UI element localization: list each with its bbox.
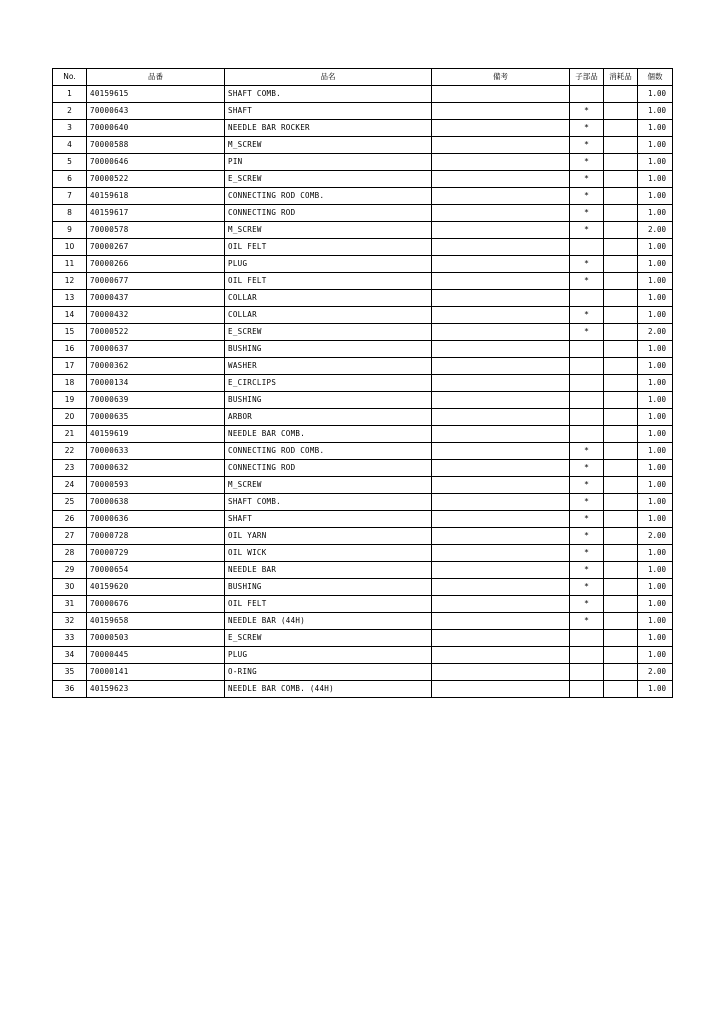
cell-part-number: 70000522 [87,171,225,188]
cell-remarks [432,154,570,171]
cell-sub-part: * [570,205,604,222]
cell-part-number: 70000134 [87,375,225,392]
cell-remarks [432,273,570,290]
cell-consumable [604,477,638,494]
cell-part-name: M_SCREW [225,477,432,494]
cell-no: 22 [53,443,87,460]
cell-no: 7 [53,188,87,205]
cell-remarks [432,664,570,681]
cell-consumable [604,103,638,120]
cell-part-number: 40159658 [87,613,225,630]
cell-remarks [432,613,570,630]
cell-consumable [604,86,638,103]
cell-part-name: OIL FELT [225,596,432,613]
cell-sub-part [570,647,604,664]
cell-no: 9 [53,222,87,239]
cell-remarks [432,426,570,443]
table-row [53,188,673,205]
cell-sub-part: * [570,579,604,596]
cell-part-name: WASHER [225,358,432,375]
cell-part-name: COLLAR [225,290,432,307]
cell-quantity: 1.00 [638,562,673,579]
cell-consumable [604,290,638,307]
cell-remarks [432,307,570,324]
cell-sub-part [570,664,604,681]
cell-quantity: 1.00 [638,86,673,103]
header-no: No. [53,69,87,86]
cell-remarks [432,137,570,154]
cell-sub-part: * [570,120,604,137]
cell-sub-part [570,426,604,443]
cell-remarks [432,358,570,375]
cell-part-name: OIL WICK [225,545,432,562]
cell-part-name: COLLAR [225,307,432,324]
cell-no: 1 [53,86,87,103]
cell-quantity: 1.00 [638,290,673,307]
cell-part-name: SHAFT [225,511,432,528]
cell-sub-part: * [570,256,604,273]
cell-no: 20 [53,409,87,426]
cell-consumable [604,137,638,154]
table-row [53,494,673,511]
cell-remarks [432,409,570,426]
cell-quantity: 1.00 [638,409,673,426]
cell-part-name: CONNECTING ROD [225,460,432,477]
cell-remarks [432,86,570,103]
cell-no: 34 [53,647,87,664]
cell-consumable [604,528,638,545]
cell-sub-part [570,86,604,103]
table-row [53,290,673,307]
cell-remarks [432,256,570,273]
cell-no: 28 [53,545,87,562]
table-row [53,239,673,256]
cell-consumable [604,341,638,358]
cell-quantity: 1.00 [638,647,673,664]
header-sub-part: 子部品 [570,69,604,86]
cell-part-number: 70000432 [87,307,225,324]
table-row [53,477,673,494]
cell-quantity: 1.00 [638,511,673,528]
cell-sub-part: * [570,188,604,205]
header-remarks: 備考 [432,69,570,86]
cell-consumable [604,273,638,290]
cell-part-number: 40159615 [87,86,225,103]
cell-quantity: 1.00 [638,613,673,630]
cell-quantity: 1.00 [638,256,673,273]
cell-part-number: 40159623 [87,681,225,698]
cell-part-name: ARBOR [225,409,432,426]
cell-remarks [432,545,570,562]
cell-remarks [432,103,570,120]
cell-part-number: 40159617 [87,205,225,222]
cell-consumable [604,205,638,222]
cell-part-name: BUSHING [225,579,432,596]
cell-consumable [604,630,638,647]
table-row [53,171,673,188]
cell-no: 2 [53,103,87,120]
cell-quantity: 2.00 [638,324,673,341]
cell-consumable [604,375,638,392]
cell-no: 31 [53,596,87,613]
cell-quantity: 2.00 [638,664,673,681]
header-quantity: 個数 [638,69,673,86]
table-body [53,86,673,698]
cell-quantity: 1.00 [638,392,673,409]
cell-quantity: 1.00 [638,188,673,205]
table-row [53,579,673,596]
cell-part-number: 70000503 [87,630,225,647]
cell-sub-part [570,409,604,426]
cell-remarks [432,596,570,613]
cell-no: 4 [53,137,87,154]
cell-part-number: 70000633 [87,443,225,460]
cell-remarks [432,443,570,460]
cell-consumable [604,222,638,239]
cell-consumable [604,154,638,171]
cell-part-name: NEEDLE BAR COMB. [225,426,432,443]
cell-no: 30 [53,579,87,596]
cell-consumable [604,511,638,528]
cell-part-name: OIL FELT [225,273,432,290]
cell-no: 35 [53,664,87,681]
cell-part-name: SHAFT COMB. [225,494,432,511]
cell-part-number: 70000646 [87,154,225,171]
cell-consumable [604,239,638,256]
table-row [53,307,673,324]
cell-part-name: CONNECTING ROD COMB. [225,443,432,460]
cell-part-number: 70000640 [87,120,225,137]
cell-quantity: 1.00 [638,307,673,324]
cell-no: 19 [53,392,87,409]
cell-part-name: NEEDLE BAR ROCKER [225,120,432,137]
table-row [53,613,673,630]
cell-remarks [432,392,570,409]
cell-sub-part: * [570,494,604,511]
cell-quantity: 1.00 [638,681,673,698]
cell-remarks [432,239,570,256]
cell-remarks [432,579,570,596]
header-part-name: 品名 [225,69,432,86]
cell-sub-part: * [570,613,604,630]
cell-part-number: 70000638 [87,494,225,511]
table-row [53,647,673,664]
cell-quantity: 1.00 [638,358,673,375]
cell-remarks [432,477,570,494]
cell-consumable [604,596,638,613]
cell-part-name: O-RING [225,664,432,681]
cell-no: 21 [53,426,87,443]
cell-part-number: 70000728 [87,528,225,545]
cell-remarks [432,494,570,511]
cell-quantity: 1.00 [638,579,673,596]
cell-part-number: 70000522 [87,324,225,341]
cell-part-name: E_SCREW [225,171,432,188]
table-row [53,256,673,273]
cell-quantity: 1.00 [638,596,673,613]
table-row [53,375,673,392]
cell-remarks [432,562,570,579]
cell-quantity: 1.00 [638,120,673,137]
cell-consumable [604,664,638,681]
cell-part-number: 70000635 [87,409,225,426]
cell-sub-part: * [570,137,604,154]
cell-part-number: 70000636 [87,511,225,528]
cell-consumable [604,613,638,630]
cell-quantity: 1.00 [638,239,673,256]
cell-no: 10 [53,239,87,256]
cell-sub-part: * [570,596,604,613]
cell-quantity: 1.00 [638,103,673,120]
cell-sub-part [570,630,604,647]
cell-part-number: 70000654 [87,562,225,579]
table-row [53,120,673,137]
cell-remarks [432,528,570,545]
cell-no: 12 [53,273,87,290]
cell-sub-part: * [570,103,604,120]
cell-consumable [604,545,638,562]
cell-no: 6 [53,171,87,188]
cell-consumable [604,460,638,477]
cell-remarks [432,222,570,239]
cell-sub-part: * [570,477,604,494]
cell-sub-part: * [570,154,604,171]
cell-sub-part [570,341,604,358]
cell-part-number: 40159620 [87,579,225,596]
cell-consumable [604,171,638,188]
cell-consumable [604,409,638,426]
cell-part-number: 70000729 [87,545,225,562]
cell-part-number: 40159619 [87,426,225,443]
cell-no: 11 [53,256,87,273]
table-row [53,681,673,698]
cell-remarks [432,630,570,647]
cell-no: 32 [53,613,87,630]
cell-quantity: 2.00 [638,222,673,239]
cell-part-name: PIN [225,154,432,171]
cell-no: 36 [53,681,87,698]
cell-remarks [432,681,570,698]
cell-no: 16 [53,341,87,358]
cell-consumable [604,188,638,205]
cell-no: 14 [53,307,87,324]
table-row [53,562,673,579]
cell-consumable [604,494,638,511]
cell-part-name: OIL FELT [225,239,432,256]
cell-part-number: 70000677 [87,273,225,290]
cell-part-number: 70000593 [87,477,225,494]
cell-quantity: 1.00 [638,154,673,171]
cell-quantity: 1.00 [638,630,673,647]
cell-sub-part: * [570,307,604,324]
cell-no: 33 [53,630,87,647]
cell-quantity: 1.00 [638,273,673,290]
cell-no: 13 [53,290,87,307]
cell-no: 18 [53,375,87,392]
cell-no: 29 [53,562,87,579]
cell-no: 27 [53,528,87,545]
cell-sub-part: * [570,171,604,188]
table-row [53,154,673,171]
cell-quantity: 1.00 [638,477,673,494]
cell-part-name: OIL YARN [225,528,432,545]
cell-sub-part: * [570,324,604,341]
cell-sub-part: * [570,528,604,545]
cell-consumable [604,358,638,375]
table-row [53,222,673,239]
cell-remarks [432,120,570,137]
cell-no: 26 [53,511,87,528]
table-row [53,528,673,545]
cell-part-number: 70000266 [87,256,225,273]
cell-sub-part: * [570,460,604,477]
cell-part-name: CONNECTING ROD [225,205,432,222]
cell-no: 5 [53,154,87,171]
cell-part-number: 70000632 [87,460,225,477]
table-row [53,341,673,358]
cell-quantity: 1.00 [638,426,673,443]
cell-consumable [604,256,638,273]
cell-no: 25 [53,494,87,511]
cell-part-number: 40159618 [87,188,225,205]
cell-part-name: BUSHING [225,341,432,358]
table-row [53,273,673,290]
table-row [53,137,673,154]
cell-part-name: PLUG [225,256,432,273]
cell-remarks [432,375,570,392]
cell-part-number: 70000639 [87,392,225,409]
cell-sub-part: * [570,562,604,579]
cell-part-name: NEEDLE BAR COMB. (44H) [225,681,432,698]
cell-quantity: 1.00 [638,443,673,460]
cell-quantity: 2.00 [638,528,673,545]
cell-no: 23 [53,460,87,477]
cell-quantity: 1.00 [638,460,673,477]
cell-no: 8 [53,205,87,222]
cell-part-name: M_SCREW [225,222,432,239]
cell-part-number: 70000588 [87,137,225,154]
cell-quantity: 1.00 [638,137,673,154]
cell-quantity: 1.00 [638,205,673,222]
cell-quantity: 1.00 [638,494,673,511]
cell-quantity: 1.00 [638,171,673,188]
cell-sub-part: * [570,545,604,562]
table-row [53,664,673,681]
cell-part-number: 70000445 [87,647,225,664]
cell-remarks [432,188,570,205]
cell-consumable [604,579,638,596]
cell-consumable [604,647,638,664]
cell-part-name: SHAFT COMB. [225,86,432,103]
cell-sub-part: * [570,443,604,460]
cell-remarks [432,324,570,341]
cell-quantity: 1.00 [638,341,673,358]
cell-remarks [432,205,570,222]
cell-part-name: PLUG [225,647,432,664]
cell-part-name: SHAFT [225,103,432,120]
cell-part-number: 70000578 [87,222,225,239]
cell-remarks [432,511,570,528]
table-row [53,460,673,477]
cell-part-number: 70000267 [87,239,225,256]
cell-consumable [604,392,638,409]
cell-part-name: E_CIRCLIPS [225,375,432,392]
cell-quantity: 1.00 [638,545,673,562]
cell-no: 17 [53,358,87,375]
cell-part-name: CONNECTING ROD COMB. [225,188,432,205]
table-row [53,392,673,409]
table-row [53,205,673,222]
table-row [53,86,673,103]
cell-consumable [604,681,638,698]
cell-quantity: 1.00 [638,375,673,392]
cell-consumable [604,120,638,137]
table-row [53,596,673,613]
cell-no: 15 [53,324,87,341]
cell-consumable [604,426,638,443]
table-row [53,358,673,375]
cell-part-number: 70000676 [87,596,225,613]
cell-sub-part [570,392,604,409]
table-row [53,324,673,341]
table-header-row [53,69,673,86]
table-row [53,511,673,528]
table-row [53,443,673,460]
table-row [53,426,673,443]
cell-remarks [432,290,570,307]
cell-part-name: BUSHING [225,392,432,409]
parts-list-table [52,68,673,698]
table-row [53,103,673,120]
table-row [53,409,673,426]
cell-part-name: E_SCREW [225,630,432,647]
cell-part-name: M_SCREW [225,137,432,154]
cell-consumable [604,307,638,324]
cell-remarks [432,171,570,188]
cell-part-name: NEEDLE BAR [225,562,432,579]
cell-part-number: 70000437 [87,290,225,307]
header-part-number: 品番 [87,69,225,86]
cell-part-name: NEEDLE BAR (44H) [225,613,432,630]
table-row [53,545,673,562]
cell-sub-part: * [570,273,604,290]
cell-remarks [432,460,570,477]
cell-part-number: 70000643 [87,103,225,120]
cell-sub-part [570,290,604,307]
cell-no: 24 [53,477,87,494]
cell-sub-part: * [570,511,604,528]
cell-part-number: 70000141 [87,664,225,681]
cell-consumable [604,562,638,579]
cell-part-number: 70000637 [87,341,225,358]
cell-consumable [604,324,638,341]
cell-sub-part: * [570,222,604,239]
cell-remarks [432,647,570,664]
cell-sub-part [570,358,604,375]
cell-remarks [432,341,570,358]
cell-sub-part [570,375,604,392]
header-consumable: 消耗品 [604,69,638,86]
cell-no: 3 [53,120,87,137]
table-row [53,630,673,647]
cell-part-number: 70000362 [87,358,225,375]
cell-part-name: E_SCREW [225,324,432,341]
cell-consumable [604,443,638,460]
cell-sub-part [570,239,604,256]
cell-sub-part [570,681,604,698]
